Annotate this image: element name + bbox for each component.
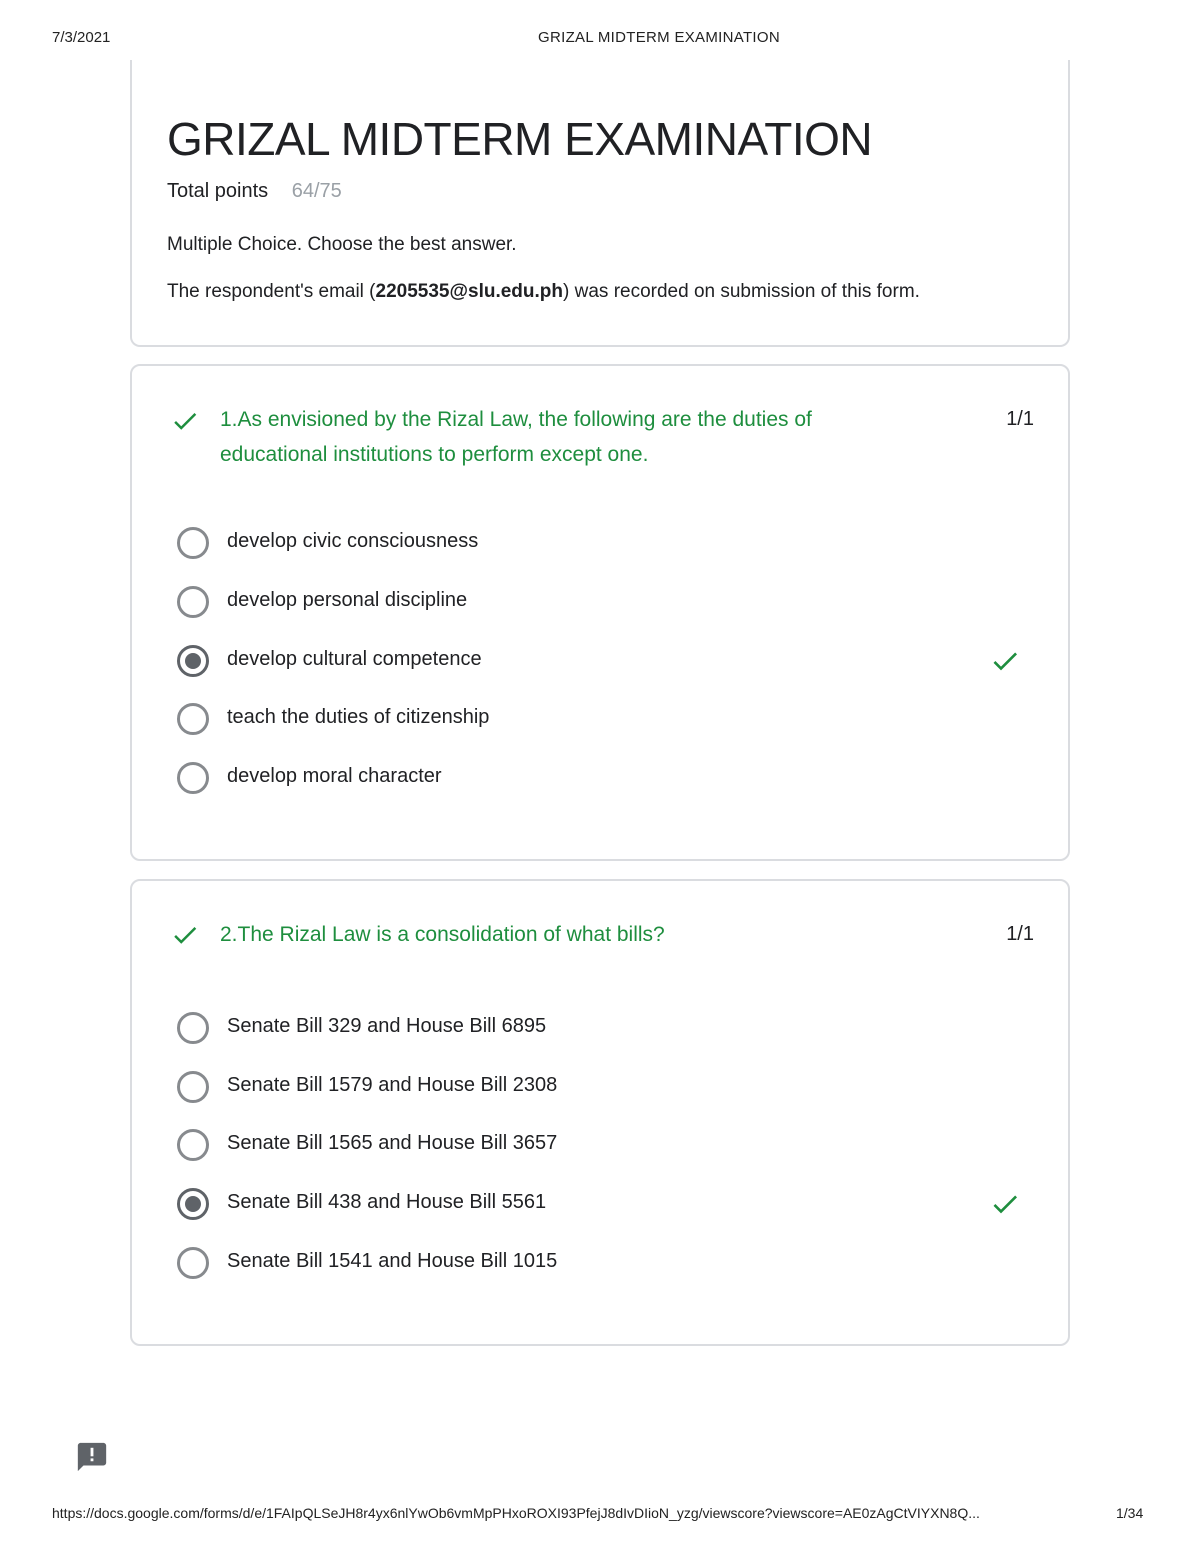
option-label: develop civic consciousness xyxy=(227,530,479,552)
answer-option[interactable] xyxy=(177,1247,1027,1283)
question-score: 1/1 xyxy=(1006,923,1034,945)
answer-option[interactable] xyxy=(177,1012,1027,1048)
option-label: Senate Bill 1565 and House Bill 3657 xyxy=(227,1132,558,1154)
question-score: 1/1 xyxy=(1006,408,1034,430)
answer-option-selected[interactable] xyxy=(177,1188,1027,1224)
answer-option-selected[interactable] xyxy=(177,645,1027,681)
radio-button[interactable] xyxy=(177,1071,209,1103)
option-label: develop moral character xyxy=(227,765,442,787)
answer-option[interactable] xyxy=(177,527,1027,563)
print-footer xyxy=(0,1505,1200,1525)
radio-button[interactable] xyxy=(177,1129,209,1161)
form-title: GRIZAL MIDTERM EXAMINATION xyxy=(167,113,873,165)
print-page-number: 1/34 xyxy=(1116,1505,1144,1521)
radio-button[interactable] xyxy=(177,762,209,794)
form-header-card xyxy=(130,60,1070,347)
option-label: teach the duties of citizenship xyxy=(227,706,490,728)
option-label: Senate Bill 329 and House Bill 6895 xyxy=(227,1015,547,1037)
radio-button[interactable] xyxy=(177,527,209,559)
radio-button[interactable] xyxy=(177,1012,209,1044)
check-icon xyxy=(989,645,1021,677)
respondent-email: 2205535@slu.edu.ph xyxy=(375,281,564,302)
option-label: Senate Bill 1579 and House Bill 2308 xyxy=(227,1074,558,1096)
question-title: 2.The Rizal Law is a consolidation of what bills? xyxy=(220,923,665,946)
feedback-icon[interactable] xyxy=(75,1440,109,1474)
answer-option[interactable] xyxy=(177,762,1027,798)
print-date: 7/3/2021 xyxy=(52,29,111,46)
email-suffix: ) was recorded on submission of this form. xyxy=(563,281,920,302)
points-label: Total points xyxy=(167,180,269,202)
total-points xyxy=(167,180,342,203)
option-label: develop personal discipline xyxy=(227,589,468,611)
answer-option[interactable] xyxy=(177,703,1027,739)
email-note xyxy=(167,281,920,303)
answer-option[interactable] xyxy=(177,586,1027,622)
radio-button[interactable] xyxy=(177,703,209,735)
radio-button[interactable] xyxy=(177,586,209,618)
print-header xyxy=(0,29,1200,49)
radio-button-selected[interactable] xyxy=(177,1188,209,1220)
radio-button[interactable] xyxy=(177,1247,209,1279)
answer-option[interactable] xyxy=(177,1071,1027,1107)
question-card-1 xyxy=(130,364,1070,861)
form-description: Multiple Choice. Choose the best answer. xyxy=(167,234,517,255)
email-prefix: The respondent's email ( xyxy=(167,281,376,302)
option-label: Senate Bill 1541 and House Bill 1015 xyxy=(227,1250,558,1272)
check-icon xyxy=(170,406,200,436)
question-card-2 xyxy=(130,879,1070,1346)
answer-option[interactable] xyxy=(177,1129,1027,1165)
check-icon xyxy=(989,1188,1021,1220)
option-label: develop cultural competence xyxy=(227,648,482,670)
points-value: 64/75 xyxy=(291,180,342,202)
print-url: https://docs.google.com/forms/d/e/1FAIpQLSeJH8r4yx6nlYwOb6vmMpPHxoROXI93PfejJ8dIvDIioN_yzg/viewscore?viewscore=AE0zAgCtVIYXN8Q... xyxy=(52,1505,980,1521)
print-title: GRIZAL MIDTERM EXAMINATION xyxy=(538,29,780,46)
check-icon xyxy=(170,920,200,950)
question-title: 1.As envisioned by the Rizal Law, the following are the duties of educational institutions to perform except one. xyxy=(220,408,812,466)
option-label: Senate Bill 438 and House Bill 5561 xyxy=(227,1191,547,1213)
radio-button-selected[interactable] xyxy=(177,645,209,677)
